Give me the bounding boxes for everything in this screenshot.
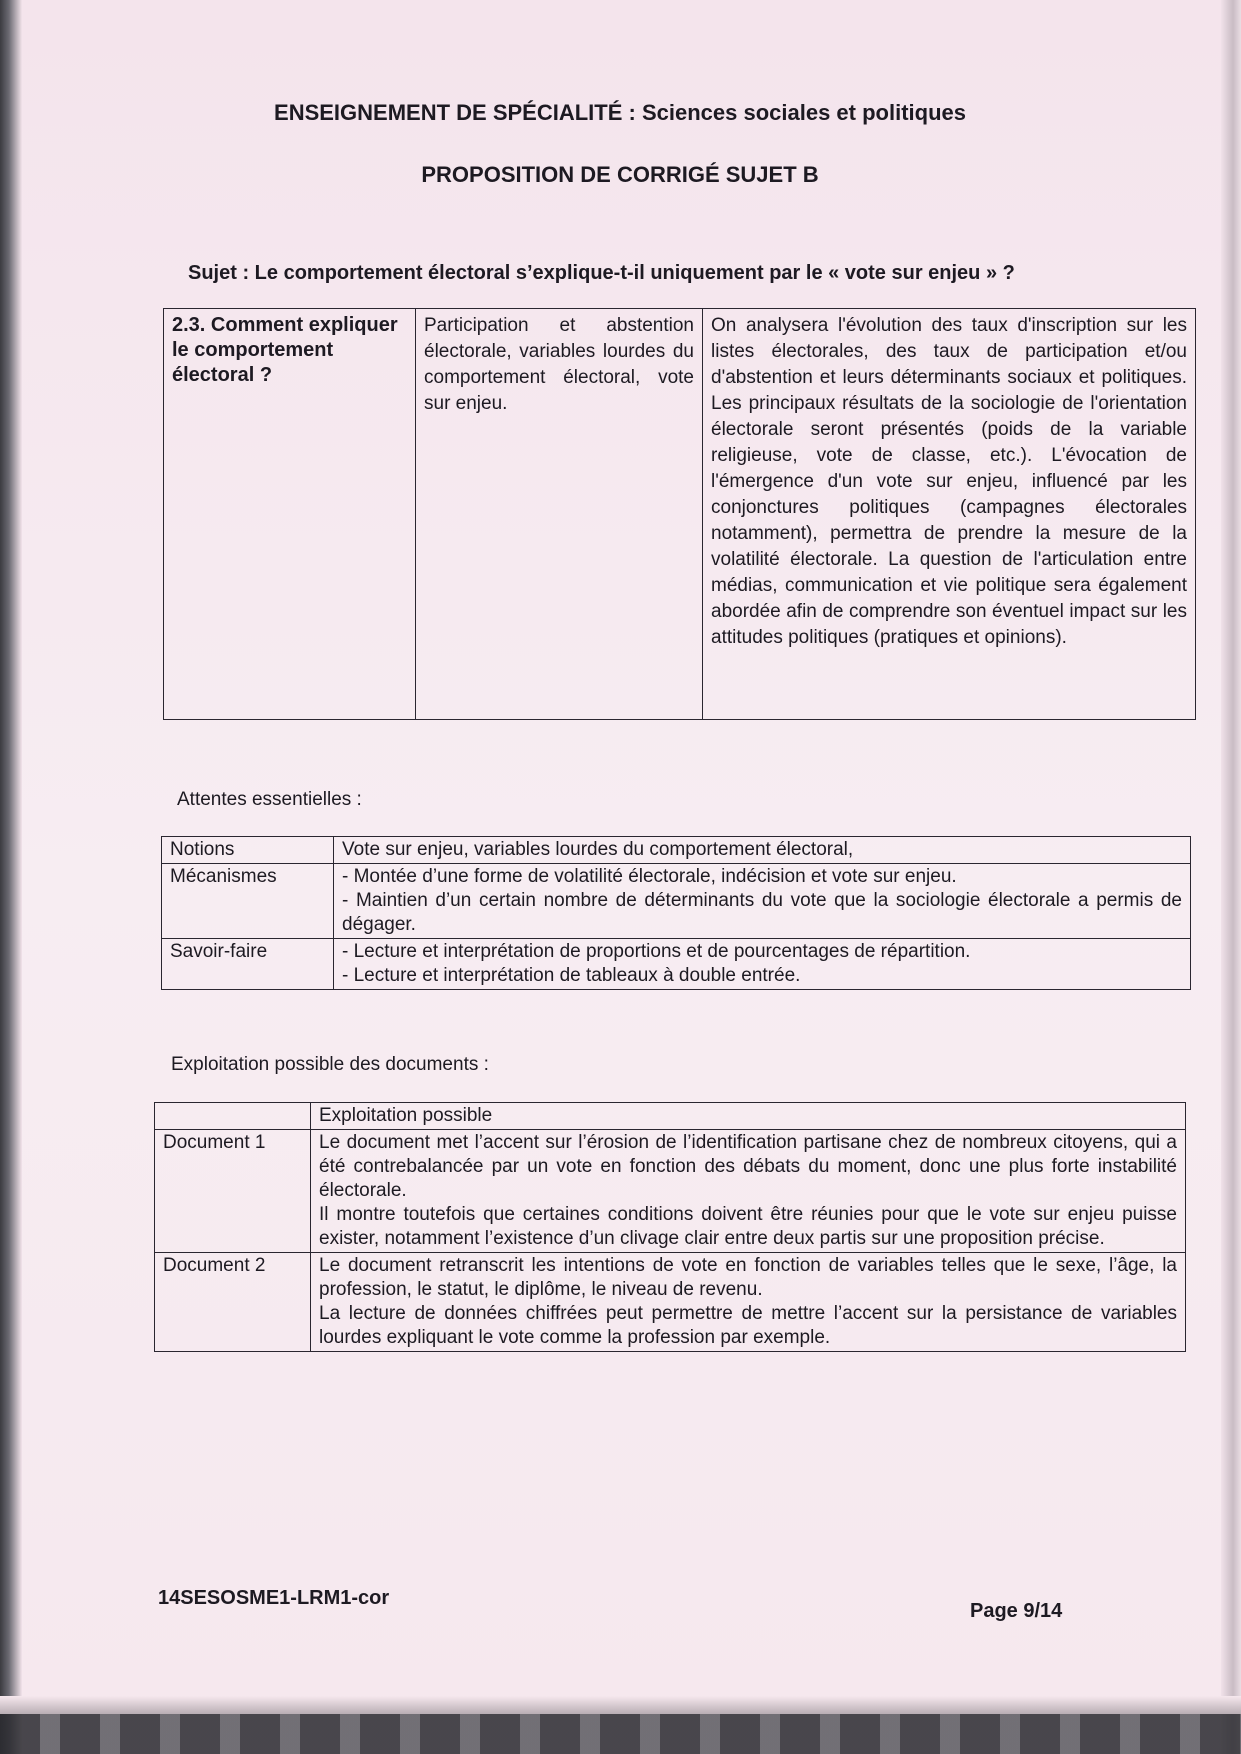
exploitation-table [154, 1102, 1186, 1352]
scan-bottom-edge [0, 1714, 1241, 1754]
table-row [164, 309, 1196, 720]
document-exploitation [311, 1130, 1186, 1253]
exploitation-line: Le document retranscrit les intentions de vote en fonction de variables telles que le sexe, l’âge, la profession, le statut, le diplôme, le niveau de revenu. [319, 1255, 1177, 1300]
document-exploitation [311, 1253, 1186, 1352]
attentes-line: - Lecture et interprétation de proportions et de pourcentages de répartition. [342, 941, 971, 962]
program-notions: Participation et abstention électorale, variables lourdes du comportement électoral, vote sur enjeu. [416, 309, 703, 720]
page-number: Page 9/14 [970, 1600, 1063, 1622]
scan-right-edge [1221, 0, 1241, 1754]
attentes-label: Attentes essentielles : [177, 789, 362, 810]
document-key: Document 1 [155, 1130, 311, 1253]
attentes-key: Notions [162, 837, 334, 864]
table-row [155, 1253, 1186, 1352]
exploitation-line: Il montre toutefois que certaines conditions doivent être réunies pour que le vote sur enjeu puisse exister, notamment l’existence d’un clivage clair entre deux partis sur une proposition précise. [319, 1204, 1177, 1249]
exploitation-line: Le document met l’accent sur l’érosion de l’identification partisane chez de nombreux citoyens, qui a été contrebalancée par un vote en fonction des débats du moment, donc une plus forte instabilité électorale. [319, 1132, 1177, 1201]
attentes-line: - Maintien d’un certain nombre de déterminants du vote que la sociologie électorale a permis de dégager. [342, 890, 1182, 935]
table-header-row [155, 1103, 1186, 1130]
attentes-key: Savoir-faire [162, 939, 334, 990]
table-row [162, 939, 1191, 990]
document-key: Document 2 [155, 1253, 311, 1352]
empty-header-cell [155, 1103, 311, 1130]
attentes-table [161, 836, 1191, 990]
document-title: ENSEIGNEMENT DE SPÉCIALITÉ : Sciences sociales et politiques [274, 100, 966, 125]
program-table [163, 308, 1196, 720]
attentes-value [334, 939, 1191, 990]
exploitation-header: Exploitation possible [311, 1103, 1186, 1130]
scan-bottom-strip [0, 1696, 1241, 1714]
exploitation-label: Exploitation possible des documents : [171, 1054, 489, 1075]
attentes-key: Mécanismes [162, 864, 334, 939]
attentes-line: Vote sur enjeu, variables lourdes du comportement électoral, [342, 839, 854, 860]
subject-line: Sujet : Le comportement électoral s’explique-t-il uniquement par le « vote sur enjeu » ? [188, 262, 1015, 284]
scan-left-edge [0, 0, 22, 1754]
table-row [162, 864, 1191, 939]
table-row [155, 1130, 1186, 1253]
attentes-value [334, 837, 1191, 864]
program-indications: On analysera l'évolution des taux d'inscription sur les listes électorales, des taux de participation et/ou d'abstention et leurs déterminants sociaux et politiques. Les principaux résultats de la sociologie de l'orientation électorale seront présentés (poids de la variable religieuse, vote de classe, etc.). L'évocation de l'émergence d'un vote sur enjeu, influencé par les conjonctures politiques (campagnes électorales notamment), permettra de prendre la mesure de la volatilité électorale. La question de l'articulation entre médias, communication et vie politique sera également abordée afin de comprendre son éventuel impact sur les attitudes politiques (pratiques et opinions). [703, 309, 1196, 720]
attentes-value [334, 864, 1191, 939]
exploitation-line: La lecture de données chiffrées peut permettre de mettre l’accent sur la persistance de variables lourdes expliquant le vote comme la profession par exemple. [319, 1303, 1177, 1348]
table-row [162, 837, 1191, 864]
document-subtitle: PROPOSITION DE CORRIGÉ SUJET B [421, 162, 819, 187]
program-theme: 2.3. Comment expliquer le comportement électoral ? [164, 309, 416, 720]
attentes-line: - Montée d’une forme de volatilité électorale, indécision et vote sur enjeu. [342, 866, 957, 887]
document-code: 14SESOSME1-LRM1-cor [158, 1587, 390, 1609]
attentes-line: - Lecture et interprétation de tableaux à double entrée. [342, 965, 801, 986]
